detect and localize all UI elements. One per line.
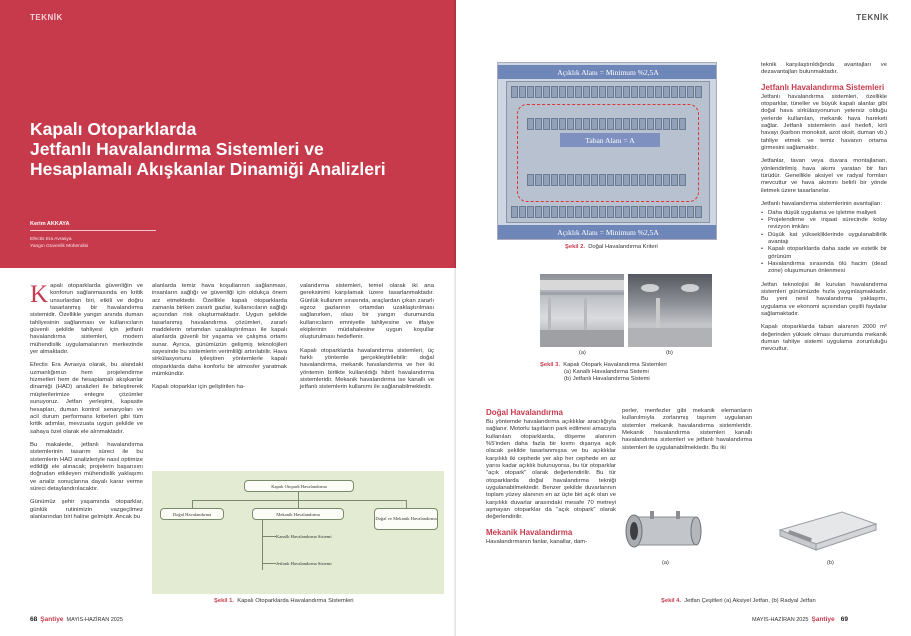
title-line: Kapalı Otoparklarda	[30, 119, 197, 139]
caption-text: Doğal Havalandırma Kriteri	[588, 244, 658, 250]
list-item: • Daha düşük uygulama ve işletme maliyeti	[761, 210, 887, 217]
diagram-connector	[192, 500, 406, 501]
parking-stall	[559, 206, 566, 218]
body-column-6	[761, 62, 887, 360]
author-divider	[30, 230, 156, 231]
parking-stall	[567, 206, 574, 218]
author-name: Kerim AKKAYA	[30, 221, 70, 227]
paragraph: Kapalı otoparklar için geliştirilen ha-	[152, 384, 245, 391]
paragraph: Havalandırmanın fanlar, kanallar, dam-	[486, 538, 588, 545]
parking-stall	[591, 206, 598, 218]
page-number: 69	[840, 616, 848, 623]
parking-stall	[583, 206, 590, 218]
diagram-connector	[298, 500, 299, 508]
parking-stall	[647, 206, 654, 218]
parking-stall	[519, 206, 526, 218]
parking-stall	[687, 206, 694, 218]
caption-line: (a) Kanallı Havalandırma Sistemi	[564, 369, 649, 375]
parking-stall	[639, 206, 646, 218]
section-tag: TEKNİK	[30, 13, 63, 22]
caption-label: Şekil 2.	[565, 244, 585, 250]
floor	[540, 330, 624, 347]
radial-jetfan-image	[772, 508, 882, 554]
paragraph: teknik karşılaştırıldığında avantajları ve dezavantajları bulunmaktadır.	[761, 62, 887, 76]
parking-stall	[591, 86, 598, 98]
parking-stall	[679, 206, 686, 218]
caption-label: Şekil 3.	[540, 362, 560, 368]
parking-stall	[647, 86, 654, 98]
paragraph: Jetfan teknolojisi ile kurulan havalandırma sistemleri günümüzde hızla yaygınlaşmaktadır. Bu yeni nesil havalandırma yaklaşımı, uygulama ve ekonomi açısından çeşitli faydalar sağlamaktadır.	[761, 281, 887, 317]
parking-stall	[575, 206, 582, 218]
jetfan-unit	[681, 284, 699, 292]
photo-jetfan-illustration	[628, 274, 712, 347]
parking-stall	[559, 86, 566, 98]
parking-stall	[663, 206, 670, 218]
jetfan-unit	[641, 284, 659, 292]
mount-bracket	[650, 511, 654, 519]
paragraph: perler, menfezler gibi mekanik elemanların kullanılmıyla zorlanmış taşınım uygulanan sistemler mekanik havalandırma sistemleridir. Mekanik havalandırma sistemleri kanallı havalandırma sistemleri ve jetfanlı havalandırma sistemleri ile uygulanabilmektedir. Bu iki	[622, 408, 752, 451]
title-line: Hesaplamalı Akışkanlar Dinamiği Analizleri	[30, 159, 386, 179]
affiliation-line: Yangın Güvenlik Mühendisi	[30, 244, 89, 249]
parking-stall	[639, 86, 646, 98]
footer-right	[752, 616, 848, 623]
diagram-node-mechanical: Mekanik Havalandırma	[252, 508, 344, 520]
photo-label-a: (a)	[579, 350, 586, 356]
parking-stall	[671, 206, 678, 218]
caption-label: Şekil 1.	[214, 598, 234, 604]
paragraph-text: apalı otoparklarda güvenliğin ve konforun sağlanmasında en kritik unsurlardan biri, etkili ve doğru tasarlanmış bir havalandırma sistemidir. Özellikle yangın anında duman tahliyesinin sağlanması ve kullanıcıların güvenli şekilde tahliyesi için jetfanlı havalandırma sistemleri, modern mühendislik uygulamalarının merkezinde yer almaktadır.	[30, 283, 143, 356]
figure-2-caption	[565, 244, 658, 251]
parking-stall	[511, 206, 518, 218]
traffic-loop-path	[517, 104, 699, 202]
opening-area-bottom: Açıklık Alanı = Minimum %2,5A	[498, 225, 717, 239]
issue-date: MAYIS-HAZİRAN 2025	[66, 617, 123, 623]
footer-left	[30, 616, 123, 623]
figure-4-caption	[661, 598, 816, 605]
title-line: Jetfanlı Havalandırma Sistemleri ve	[30, 139, 324, 159]
section-heading: Doğal Havalandırma	[486, 408, 563, 417]
photo-ducted-illustration	[540, 274, 624, 347]
diagram-node-ducted: Kanallı Havalandırma Sistemi	[276, 533, 332, 539]
parking-stall	[535, 86, 542, 98]
axial-jetfan-image	[620, 505, 710, 555]
title-banner	[0, 0, 456, 268]
figure-1-diagram	[152, 471, 444, 594]
parking-stall	[695, 86, 702, 98]
caption-line: (b) Jetfanlı Havalandırma Sistemi	[564, 376, 650, 382]
photo-label-b: (b)	[666, 350, 673, 356]
author-affiliation	[30, 236, 88, 250]
diagram-node-hybrid: Doğal ve Mekanik Havalandırma	[374, 508, 438, 530]
paragraph: valandırma sistemleri, temel olarak iki ana gereksinimi karşılamak üzere tasarlanmaktadır. Günlük kullanım sırasında, araçlardan çıkan zararlı egzoz gazlarının ortamdan uzaklaştırılması sağlanırken, olası bir yangın durumunda kullanıcıların emniyetle tahliyesine ve itfaiye ekiplerinin müdahalesine uygun koşullar oluşturulması hedeflenir.	[300, 283, 434, 341]
parking-row	[511, 86, 702, 98]
issue-date: MAYIS-HAZİRAN 2025	[752, 617, 809, 623]
parking-stall	[615, 206, 622, 218]
drop-cap: K	[30, 281, 49, 308]
parking-stall	[511, 86, 518, 98]
garage-floor	[506, 81, 710, 223]
paragraph: Jetfanlı havalandırma sistemlerinin avantajları:	[761, 201, 883, 208]
diagram-connector	[406, 500, 407, 508]
parking-stall	[655, 206, 662, 218]
parking-stall	[535, 206, 542, 218]
section-heading: Mekanik Havalandırma	[486, 527, 573, 537]
diagram-node-jetfan: Jetfanlı Havalandırma Sistemi	[276, 560, 332, 566]
photo-ducted-system	[540, 274, 624, 347]
paragraph: Bu makalede, jetfanlı havalandırma sistemlerinin tasarım süreci ile bu sistemlerin HAD analizleriyle nasıl optimize edildiği ele alınacak; projelerin başarısını doğrudan etkileyen mühendislik yaklaşımı ve analiz sonuçlarına dayalı karar verme süreci detaylandırılacaktır.	[30, 441, 143, 492]
paragraph: Kapalı otoparklarda havalandırma sistemleri, üç farklı yöntemle gerçekleştirilebilir: doğal havalandırma, mekanik havalandırma ve her iki yöntemin birlikte kullanıldığı hibrit havalandırma sistemleridir. Mekanik havalandırma ise kanallı ve jetfanlı sistemlerin kullanımı ile sağlanabilmektedir.	[300, 347, 434, 391]
diagram-connector	[298, 492, 299, 500]
magazine-brand: Şantiye	[40, 616, 64, 623]
figure-1-caption	[214, 598, 354, 605]
paragraph: Jetfanlar, tavan veya duvara montajlanan, yönlendirilmiş hava akımı yaratan bir fan türüdür. Genellikle aksiyel ve radyal formları mevcuttur ve hava akımını belirli bir yönde iletmek üzere tasarlanırlar.	[761, 158, 887, 194]
ceiling-beam	[540, 292, 624, 295]
parking-stall	[527, 86, 534, 98]
floor-area-label: Taban Alanı = A	[560, 133, 660, 147]
list-item: • Projelendirme ve inşaat sürecinde kolay revizyon imkânı	[761, 217, 887, 232]
jetfan-outlet	[691, 517, 701, 545]
body-column-5	[622, 408, 752, 458]
duct	[540, 280, 624, 290]
parking-stall	[631, 86, 638, 98]
magazine-brand: Şantiye	[811, 616, 835, 623]
fan-label-a: (a)	[662, 560, 669, 566]
parking-stall	[671, 86, 678, 98]
paragraph: Efectis Era Avrasya olarak, bu alandaki uzmanlığımızı hem projelendirme hizmetleri hem de hesaplamalı akışkanlar dinamiği (HAD) analizleri ile birleştirerek müşterilerimize entegre çözümler sunuyoruz. Jetfan yerleşimi, kapasite hesapları, duman kontrol senaryoları ve acil durum performans kriterleri gibi tüm kritik adımlar, mevzuata uygun şekilde ve sahaya özel olarak ele alınmaktadır.	[30, 362, 143, 435]
figure-3-caption	[540, 362, 720, 383]
jetfan-opening	[630, 522, 638, 540]
parking-stall	[655, 86, 662, 98]
body-column-4	[486, 408, 616, 552]
paragraph	[30, 283, 143, 356]
parking-stall	[623, 206, 630, 218]
caption-text: Jetfan Çeşitleri (a) Aksiyel Jetfan, (b) Radyal Jetfan	[684, 598, 816, 604]
diagram-connector	[262, 563, 276, 564]
parking-stall	[687, 86, 694, 98]
paragraph: Jetfanlı havalandırma sistemleri, özellikle otoparklar, tüneller ve büyük kapalı alanlar gibi doğal hava sirkülasyonunun yetersiz olduğu yerlerde kullanılan, mekanik hava hareketi sağlar. Jetfanlı sistemlerin asıl hedefi, kirli havayı (karbon monoksit, azot oksit, duman vb.) tahliye etmek ve temiz havanın ortama girmesini sağlamaktır.	[761, 93, 887, 152]
diagram-connector	[192, 500, 193, 508]
paragraph: alanlarda temiz hava koşullarının sağlanması, insanların sağlığı ve güvenliği için oldukça önem arz etmektedir. Özellikle kapalı otoparklarda zamanla biriken zararlı gazlar, kullanıcıların sağlığı açısından risk oluşturmaktadır. Uygun şekilde tasarlanmış havalandırma çözümleri, zararlı maddelerin ortamdan uzaklaştırılması ile kapalı alanlarda güvenli bir yaşama ve çalışma ortamı sunar. Ayrıca, günümüzün gelişmiş teknolojileri sayesinde bu sistemlerin verimliliği artırılabilir. Hava sirkülasyonunu iyileştiren yöntemlerle kapalı otoparklarda daha konforlu bir atmosfer yaratmak mümkündür.	[152, 283, 287, 378]
parking-stall	[519, 86, 526, 98]
parking-stall	[663, 86, 670, 98]
figure-2-garage-plan	[497, 62, 717, 240]
parking-stall	[623, 86, 630, 98]
photo-jetfan-system	[628, 274, 712, 347]
caption-text: Kapalı Otopark Havalandırma Sistemleri	[563, 362, 667, 368]
affiliation-line: Efectis Era Avrasya	[30, 237, 72, 242]
caption-label: Şekil 4.	[661, 598, 681, 604]
floor	[628, 328, 712, 347]
parking-stall	[527, 206, 534, 218]
parking-stall	[607, 206, 614, 218]
body-column-2	[152, 283, 287, 398]
diagram-node-root: Kapalı Otopark Havalandırma	[244, 480, 354, 492]
advantages-list	[761, 210, 887, 276]
caption-text: Kapalı Otoparklarda Havalandırma Sistemleri	[237, 598, 354, 604]
parking-stall	[615, 86, 622, 98]
list-item: • Kapalı otoparklarda daha sade ve estetik bir görünüm	[761, 246, 887, 261]
parking-stall	[551, 206, 558, 218]
parking-stall	[567, 86, 574, 98]
section-tag: TEKNİK	[856, 13, 889, 22]
page-number: 68	[30, 616, 38, 623]
parking-stall	[607, 86, 614, 98]
paragraph: Bu yöntemde havalandırma açıklıklar aracılığıyla sağlanır. Motorlu taşıtların park edilmesi amacıyla kullanılan otoparklarda, döşeme alanının %5'inden daha fazla bir kısmı dışarıya açık olacak şekilde tasarlanmışsa ve bu açıklıklar karşılıklı iki cephede yer alıp her cephede en az yarısı kadar açıklık bulunuyorsa, bu tür otoparklar "açık otopark" olarak değerlendirilir. Bu tür otoparklarda doğal havalandırma tekniği uygulanabilmektedir. Benzer şekilde duvarlarının toplam yüzey alanının en az üçte biri açık olan ve karşılıklı duvarlar arasındaki mesafe 70 metreyi aşmayan otoparklar da "açık otopark" olarak değerlendirilir.	[486, 419, 616, 521]
list-item: • Düşük kat yüksekliklerinde uygulanabilirlik avantajı	[761, 232, 887, 247]
paragraph: Günümüz şehir yaşamında otoparklar, günlük rutinimizin vazgeçilmez alanlarından biri haline gelmiştir. Ancak bu	[30, 499, 143, 520]
jetfan-body	[634, 517, 696, 545]
parking-stall	[599, 206, 606, 218]
parking-stall	[679, 86, 686, 98]
mount-bracket	[676, 511, 680, 519]
diagram-connector	[262, 536, 276, 537]
body-column-3	[300, 283, 434, 398]
parking-row	[511, 206, 702, 218]
fan-label-b: (b)	[827, 560, 834, 566]
parking-stall	[551, 86, 558, 98]
parking-stall	[695, 206, 702, 218]
article-title	[30, 119, 440, 179]
parking-stall	[575, 86, 582, 98]
parking-stall	[599, 86, 606, 98]
parking-stall	[631, 206, 638, 218]
diagram-node-natural: Doğal Havalandırma	[160, 508, 224, 520]
list-item: • Havalandırma sırasında ölü hacim (dead zone) oluşumunun önlenmesi	[761, 261, 887, 276]
opening-area-top: Açıklık Alanı = Minimum %2,5A	[498, 65, 717, 79]
parking-stall	[583, 86, 590, 98]
body-column-1	[30, 283, 143, 527]
parking-stall	[543, 206, 550, 218]
paragraph: Kapalı otoparklarda taban alanının 2000 m² değerinden yüksek olması durumunda mekanik duman tahliye sistemi uygulama zorunluluğu mevcuttur.	[761, 324, 887, 353]
parking-stall	[543, 86, 550, 98]
section-heading: Jetfanlı Havalandırma Sistemleri	[761, 82, 885, 92]
